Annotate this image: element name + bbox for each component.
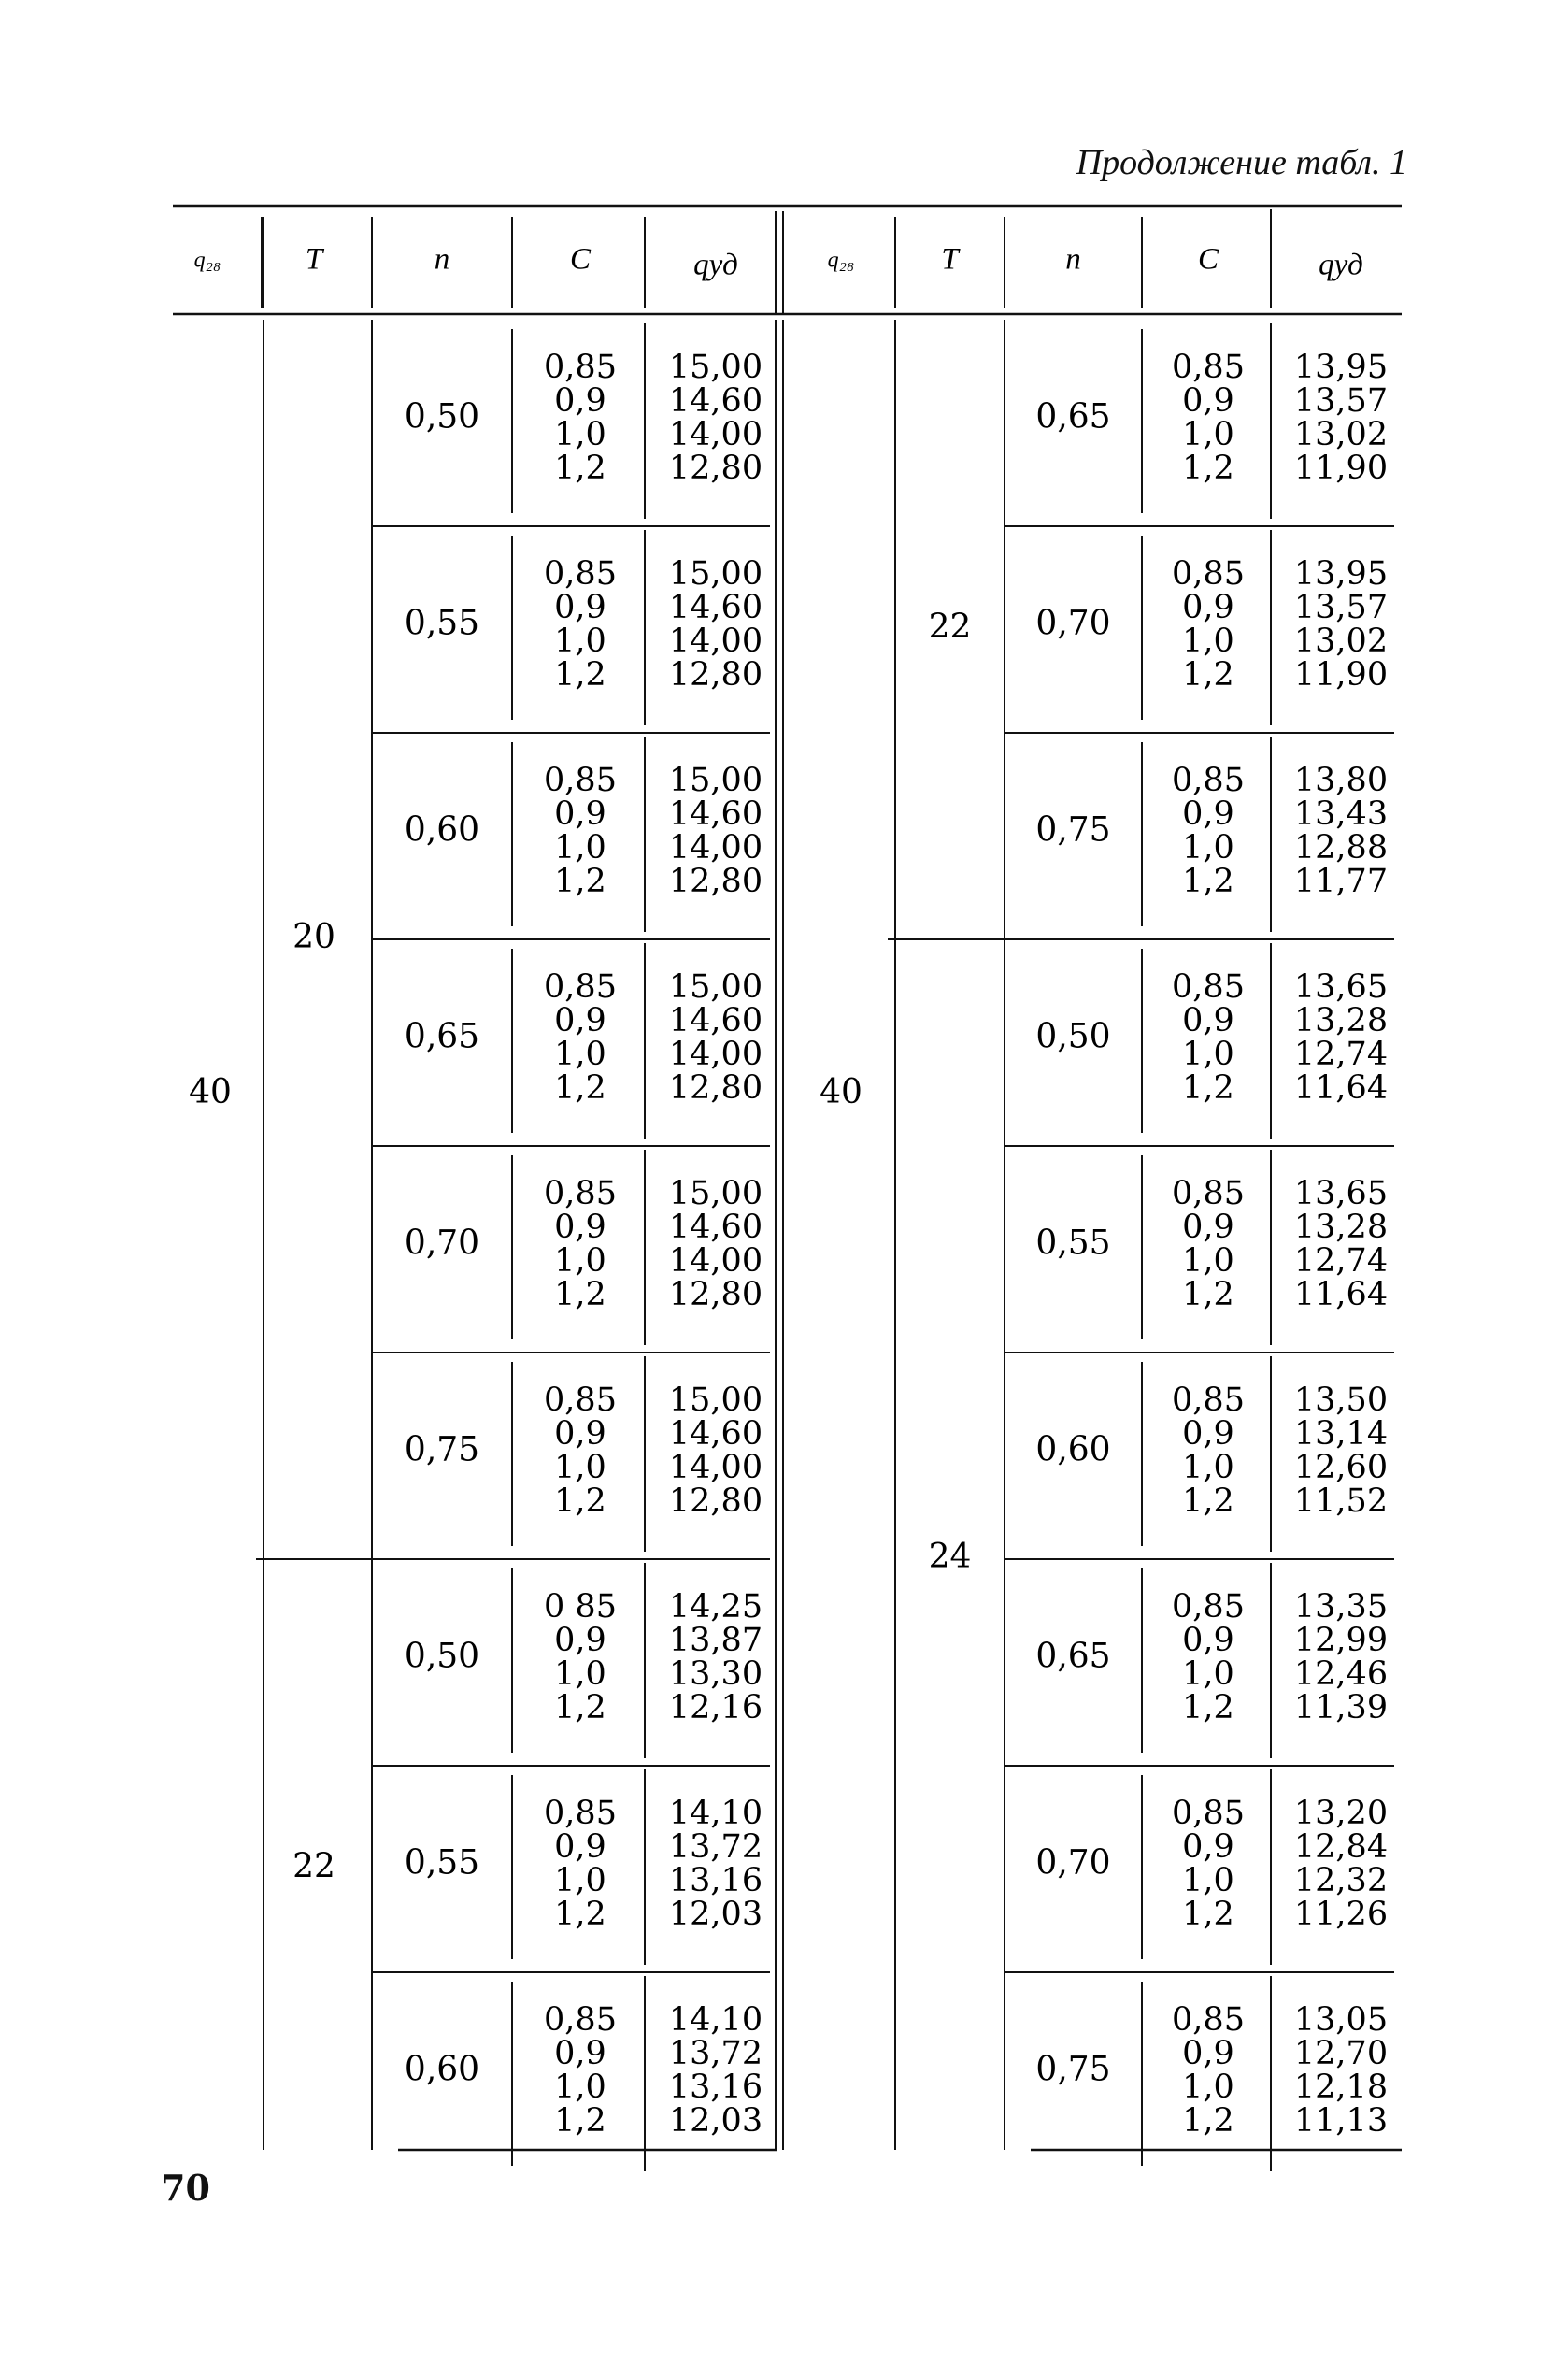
left-qud-value: 14,60 bbox=[668, 589, 763, 626]
left-qud-value: 15,00 bbox=[668, 349, 763, 386]
left-qud-value: 15,00 bbox=[668, 1382, 763, 1419]
right-qud-value: 11,26 bbox=[1293, 1896, 1389, 1933]
right-C-value: 0,85 bbox=[1172, 762, 1245, 799]
left-qud-value: 12,80 bbox=[668, 1276, 763, 1313]
right-C-value: 1,0 bbox=[1182, 1242, 1234, 1280]
right-qud-value: 12,74 bbox=[1293, 1036, 1389, 1073]
right-qud-value: 12,46 bbox=[1293, 1655, 1389, 1693]
right-C-value: 0,85 bbox=[1172, 1588, 1245, 1625]
left-C-value: 1,2 bbox=[554, 1689, 606, 1726]
right-qud-value: 13,35 bbox=[1293, 1588, 1389, 1625]
right-C-value: 1,2 bbox=[1182, 1482, 1234, 1520]
left-n-value: 0,50 bbox=[404, 397, 480, 437]
left-qud-value: 13,16 bbox=[668, 2069, 763, 2106]
right-C-value: 0,9 bbox=[1182, 1209, 1234, 1246]
right-C-value: 0,85 bbox=[1172, 1795, 1245, 1832]
left-C-value: 0,85 bbox=[544, 1382, 617, 1419]
left-qud-value: 15,00 bbox=[668, 1175, 763, 1212]
left-qud-value: 14,10 bbox=[668, 2001, 763, 2039]
left-qud-value: 15,00 bbox=[668, 968, 763, 1006]
right-qud-value: 11,90 bbox=[1293, 656, 1389, 694]
right-C-value: 0,85 bbox=[1172, 968, 1245, 1006]
right-T-value: 22 bbox=[928, 608, 972, 647]
left-qud-value: 14,10 bbox=[668, 1795, 763, 1832]
left-C-value: 1,2 bbox=[554, 1482, 606, 1520]
right-qud-value: 13,57 bbox=[1293, 382, 1389, 420]
right-qud-value: 12,84 bbox=[1293, 1828, 1389, 1866]
left-n-value: 0,55 bbox=[404, 604, 480, 643]
left-q28-value: 40 bbox=[189, 1073, 232, 1111]
right-C-value: 1,0 bbox=[1182, 1036, 1234, 1073]
left-C-value: 1,2 bbox=[554, 656, 606, 694]
left-C-value: 1,2 bbox=[554, 863, 606, 900]
left-C-value: 0,85 bbox=[544, 349, 617, 386]
right-n-value: 0,70 bbox=[1035, 1843, 1111, 1883]
left-qud-value: 13,72 bbox=[668, 2035, 763, 2072]
left-C-value: 1,2 bbox=[554, 450, 606, 487]
right-C-value: 1,0 bbox=[1182, 829, 1234, 866]
right-C-value: 0,9 bbox=[1182, 589, 1234, 626]
left-C-value: 1,0 bbox=[554, 623, 606, 660]
left-T-value: 22 bbox=[292, 1847, 335, 1886]
header-n-right: n bbox=[1065, 242, 1081, 277]
left-qud-value: 14,60 bbox=[668, 795, 763, 833]
right-C-value: 1,2 bbox=[1182, 1896, 1234, 1933]
header-qud-left: qуд bbox=[693, 248, 738, 282]
right-C-value: 0,9 bbox=[1182, 1002, 1234, 1039]
right-qud-value: 13,57 bbox=[1293, 589, 1389, 626]
right-qud-value: 13,65 bbox=[1293, 1175, 1389, 1212]
right-T-value: 24 bbox=[928, 1538, 972, 1576]
right-qud-value: 11,90 bbox=[1293, 450, 1389, 487]
right-C-value: 1,0 bbox=[1182, 2069, 1234, 2106]
left-C-value: 1,0 bbox=[554, 1242, 606, 1280]
left-qud-value: 13,87 bbox=[668, 1622, 763, 1659]
right-C-value: 0,85 bbox=[1172, 349, 1245, 386]
right-C-value: 1,0 bbox=[1182, 1862, 1234, 1899]
right-q28-value: 40 bbox=[820, 1073, 862, 1111]
right-n-value: 0,50 bbox=[1035, 1017, 1111, 1056]
left-C-value: 0,9 bbox=[554, 1622, 606, 1659]
right-qud-value: 13,95 bbox=[1293, 349, 1389, 386]
right-C-value: 0,9 bbox=[1182, 795, 1234, 833]
right-qud-value: 13,95 bbox=[1293, 555, 1389, 593]
right-qud-value: 13,14 bbox=[1293, 1415, 1389, 1453]
left-qud-value: 14,00 bbox=[668, 1036, 763, 1073]
header-T-left: T bbox=[305, 242, 323, 277]
right-C-value: 0,9 bbox=[1182, 1828, 1234, 1866]
right-qud-value: 13,05 bbox=[1293, 2001, 1389, 2039]
left-C-value: 1,0 bbox=[554, 1862, 606, 1899]
right-qud-value: 12,70 bbox=[1293, 2035, 1389, 2072]
right-C-value: 0,9 bbox=[1182, 1415, 1234, 1453]
left-n-value: 0,75 bbox=[404, 1430, 480, 1469]
right-qud-value: 11,64 bbox=[1293, 1069, 1389, 1107]
left-n-value: 0,50 bbox=[404, 1637, 480, 1676]
left-qud-value: 14,00 bbox=[668, 829, 763, 866]
left-qud-value: 13,30 bbox=[668, 1655, 763, 1693]
right-C-value: 1,2 bbox=[1182, 450, 1234, 487]
left-qud-value: 14,00 bbox=[668, 623, 763, 660]
right-qud-value: 13,02 bbox=[1293, 416, 1389, 453]
header-qud-right: qуд bbox=[1319, 248, 1363, 282]
left-C-value: 0,9 bbox=[554, 1002, 606, 1039]
left-C-value: 0,85 bbox=[544, 1795, 617, 1832]
right-C-value: 0,85 bbox=[1172, 1382, 1245, 1419]
left-C-value: 0,9 bbox=[554, 1415, 606, 1453]
left-qud-value: 14,60 bbox=[668, 382, 763, 420]
right-n-value: 0,65 bbox=[1035, 397, 1111, 437]
right-C-value: 1,2 bbox=[1182, 1276, 1234, 1313]
right-qud-value: 13,02 bbox=[1293, 623, 1389, 660]
left-C-value: 1,0 bbox=[554, 2069, 606, 2106]
right-qud-value: 11,77 bbox=[1293, 863, 1389, 900]
left-C-value: 0,9 bbox=[554, 589, 606, 626]
right-qud-value: 13,65 bbox=[1293, 968, 1389, 1006]
right-C-value: 1,2 bbox=[1182, 656, 1234, 694]
left-n-value: 0,60 bbox=[404, 2050, 480, 2089]
left-qud-value: 14,00 bbox=[668, 1449, 763, 1486]
left-C-value: 0 85 bbox=[544, 1588, 617, 1625]
left-qud-value: 12,03 bbox=[668, 2102, 763, 2140]
left-C-value: 0,9 bbox=[554, 1828, 606, 1866]
header-C-left: C bbox=[569, 242, 592, 277]
right-qud-value: 12,18 bbox=[1293, 2069, 1389, 2106]
right-C-value: 0,9 bbox=[1182, 382, 1234, 420]
right-qud-value: 11,39 bbox=[1293, 1689, 1389, 1726]
left-C-value: 0,85 bbox=[544, 762, 617, 799]
right-qud-value: 12,60 bbox=[1293, 1449, 1389, 1486]
left-n-value: 0,65 bbox=[404, 1017, 480, 1056]
left-C-value: 1,0 bbox=[554, 1449, 606, 1486]
left-qud-value: 15,00 bbox=[668, 762, 763, 799]
left-qud-value: 12,80 bbox=[668, 656, 763, 694]
right-n-value: 0,75 bbox=[1035, 810, 1111, 850]
right-C-value: 1,0 bbox=[1182, 416, 1234, 453]
left-qud-value: 13,72 bbox=[668, 1828, 763, 1866]
left-C-value: 0,85 bbox=[544, 2001, 617, 2039]
left-C-value: 0,85 bbox=[544, 1175, 617, 1212]
right-qud-value: 13,43 bbox=[1293, 795, 1389, 833]
left-qud-value: 15,00 bbox=[668, 555, 763, 593]
left-qud-value: 14,60 bbox=[668, 1209, 763, 1246]
left-C-value: 1,0 bbox=[554, 1655, 606, 1693]
left-C-value: 0,85 bbox=[544, 968, 617, 1006]
left-C-value: 0,9 bbox=[554, 795, 606, 833]
left-C-value: 0,85 bbox=[544, 555, 617, 593]
right-C-value: 1,2 bbox=[1182, 1689, 1234, 1726]
left-qud-value: 14,25 bbox=[668, 1588, 763, 1625]
right-qud-value: 12,99 bbox=[1293, 1622, 1389, 1659]
right-n-value: 0,65 bbox=[1035, 1637, 1111, 1676]
right-n-value: 0,70 bbox=[1035, 604, 1111, 643]
left-C-value: 1,2 bbox=[554, 2102, 606, 2140]
left-qud-value: 12,80 bbox=[668, 863, 763, 900]
left-qud-value: 13,16 bbox=[668, 1862, 763, 1899]
left-n-value: 0,70 bbox=[404, 1224, 480, 1263]
left-qud-value: 12,80 bbox=[668, 1069, 763, 1107]
right-C-value: 1,2 bbox=[1182, 1069, 1234, 1107]
left-C-value: 1,0 bbox=[554, 829, 606, 866]
left-qud-value: 12,80 bbox=[668, 1482, 763, 1520]
page-number: 70 bbox=[161, 2167, 210, 2209]
header-q28-left: q₂₈ bbox=[193, 248, 221, 273]
right-qud-value: 13,28 bbox=[1293, 1209, 1389, 1246]
right-n-value: 0,75 bbox=[1035, 2050, 1111, 2089]
right-n-value: 0,55 bbox=[1035, 1224, 1111, 1263]
left-C-value: 1,0 bbox=[554, 1036, 606, 1073]
left-n-value: 0,60 bbox=[404, 810, 480, 850]
right-C-value: 1,0 bbox=[1182, 623, 1234, 660]
left-C-value: 1,2 bbox=[554, 1276, 606, 1313]
right-C-value: 1,2 bbox=[1182, 2102, 1234, 2140]
right-qud-value: 13,80 bbox=[1293, 762, 1389, 799]
left-C-value: 0,9 bbox=[554, 2035, 606, 2072]
right-qud-value: 12,88 bbox=[1293, 829, 1389, 866]
header-C-right: C bbox=[1197, 242, 1219, 277]
left-qud-value: 12,80 bbox=[668, 450, 763, 487]
right-C-value: 1,2 bbox=[1182, 863, 1234, 900]
left-qud-value: 14,00 bbox=[668, 416, 763, 453]
header-T-right: T bbox=[941, 242, 959, 277]
right-C-value: 0,85 bbox=[1172, 2001, 1245, 2039]
left-qud-value: 12,16 bbox=[668, 1689, 763, 1726]
left-qud-value: 14,00 bbox=[668, 1242, 763, 1280]
table-continuation-caption: Продолжение табл. 1 bbox=[1076, 143, 1407, 182]
right-qud-value: 12,32 bbox=[1293, 1862, 1389, 1899]
right-qud-value: 11,13 bbox=[1293, 2102, 1389, 2140]
right-qud-value: 11,64 bbox=[1293, 1276, 1389, 1313]
left-T-value: 20 bbox=[292, 918, 335, 956]
right-C-value: 0,9 bbox=[1182, 1622, 1234, 1659]
left-qud-value: 14,60 bbox=[668, 1415, 763, 1453]
right-C-value: 1,0 bbox=[1182, 1449, 1234, 1486]
right-C-value: 0,9 bbox=[1182, 2035, 1234, 2072]
right-qud-value: 12,74 bbox=[1293, 1242, 1389, 1280]
right-C-value: 1,0 bbox=[1182, 1655, 1234, 1693]
left-C-value: 0,9 bbox=[554, 382, 606, 420]
right-n-value: 0,60 bbox=[1035, 1430, 1111, 1469]
right-qud-value: 13,50 bbox=[1293, 1382, 1389, 1419]
right-C-value: 0,85 bbox=[1172, 555, 1245, 593]
left-C-value: 0,9 bbox=[554, 1209, 606, 1246]
right-qud-value: 13,20 bbox=[1293, 1795, 1389, 1832]
left-n-value: 0,55 bbox=[404, 1843, 480, 1883]
left-C-value: 1,2 bbox=[554, 1069, 606, 1107]
left-C-value: 1,0 bbox=[554, 416, 606, 453]
left-C-value: 1,2 bbox=[554, 1896, 606, 1933]
left-qud-value: 12,03 bbox=[668, 1896, 763, 1933]
right-C-value: 0,85 bbox=[1172, 1175, 1245, 1212]
header-n-left: n bbox=[434, 242, 450, 277]
right-qud-value: 11,52 bbox=[1293, 1482, 1389, 1520]
left-qud-value: 14,60 bbox=[668, 1002, 763, 1039]
right-qud-value: 13,28 bbox=[1293, 1002, 1389, 1039]
header-q28-right: q₂₈ bbox=[827, 248, 855, 273]
